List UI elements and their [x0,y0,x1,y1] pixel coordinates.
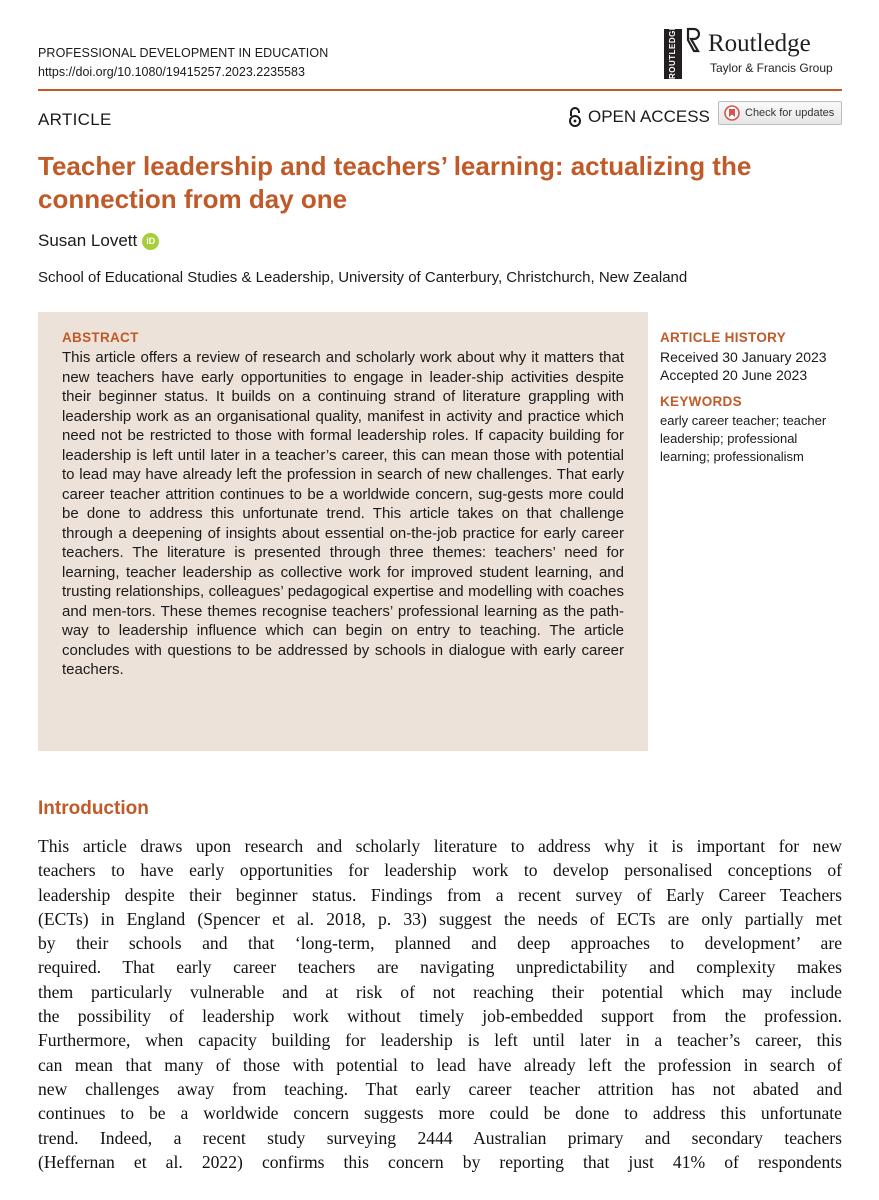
routledge-mark: ROUTLEDGE [664,29,682,79]
intro-line: the possibility of leadership work without timely job-embedded support from the profession. [38,1006,842,1027]
crossmark-icon [724,105,740,121]
doi-link[interactable]: https://doi.org/10.1080/19415257.2023.2235583 [38,65,305,79]
abstract-label: ABSTRACT [62,330,139,345]
header-rule [38,89,842,91]
intro-line: (Heffernan et al. 2022) confirms this concern by reporting that just 41% of respondents [38,1151,842,1172]
introduction-heading: Introduction [38,798,149,819]
author [38,231,159,251]
publisher-name: Routledge [708,30,811,57]
affiliation: School of Educational Studies & Leadership, University of Canterbury, Christchurch, New Zealand [38,269,688,286]
intro-line: required. That early career teachers are navigating unpredictability and complexity makes [38,957,842,978]
publisher-logo [664,24,844,79]
intro-line: trend. Indeed, a recent study surveying 2444 Australian primary and secondary teachers [38,1127,842,1148]
intro-line: This article draws upon research and scholarly literature to address why it is important for new [38,836,842,856]
received-date: Received 30 January 2023 [660,349,827,365]
keywords-text: early career teacher; teacher leadership; professional learning; professionalism [660,413,827,464]
intro-line: continues to be a worldwide concern suggests more could be done to address this unfortunate [38,1103,842,1124]
author-name[interactable]: Susan Lovett [38,231,138,250]
abstract-text: This article offers a review of research and scholarly work about why it matters that new teachers have early opportunities to engage in leader-ship activities despite their beginner status. It builds on a continuing strand of literature grappling with leadership work as an organisational quality, manifest in activity and practice which need not be restricted to those with formal leadership roles. If capacity building for leadership is left until later in a teacher’s career, this can mean those with potential to lead may have already left the profession in search of new challenges. That early career teacher attrition continues to be a worldwide concern, sug-gests more could be done to address this unfortunate trend. This article takes on that challenge through a deepening of insights about essential on-the-job practice for early career teachers. The literature is presented through three themes: teachers’ need for learning, teacher leadership as collective work for improved student learning, and trusting relationships, colleagues’ pedagogical expertise and modelling with coaches and men-tors. These themes recognise teachers’ professional learning as the path-way to leadership influence which can begin on entry to teaching. The article concludes with questions to be addressed by schools in dialogue with early career teachers. [62,349,624,678]
article-sidebar [660,330,850,466]
journal-name: PROFESSIONAL DEVELOPMENT IN EDUCATION [38,46,329,60]
check-for-updates-button[interactable] [718,101,842,125]
article-type: ARTICLE [38,110,112,129]
open-access-badge [568,107,710,127]
keywords-label: KEYWORDS [660,394,742,409]
intro-line: by their schools and that ‘long-term, planned and deep approaches to development’ are [38,933,842,954]
intro-line: new challenges away from teaching. That early career teacher attrition has not abated and [38,1078,842,1099]
open-lock-icon [568,107,582,127]
publisher-group: Taylor & Francis Group [710,61,833,75]
orcid-icon[interactable]: iD [142,233,159,250]
article-title: Teacher leadership and teachers’ learning: actualizing the connection from day one [38,151,752,214]
intro-line: Furthermore, when capacity building for leadership is left until later in a teacher’s career, this [38,1030,842,1051]
intro-line: teachers to have early opportunities for leadership work to develop personalised conceptions of [38,860,842,881]
intro-line: them particularly vulnerable and at risk of not reaching their potential which may include [38,981,842,1002]
introduction-body [38,834,842,1174]
accepted-date: Accepted 20 June 2023 [660,367,808,383]
open-access-label: OPEN ACCESS [588,107,710,126]
intro-line: (ECTs) in England (Spencer et al. 2018, p. 33) suggest the needs of ECTs are only partially met [38,908,842,929]
routledge-r-icon [686,27,700,53]
intro-line: can mean that many of those with potential to lead have already left the profession in search of [38,1054,842,1075]
abstract-box [38,312,648,751]
article-history-label: ARTICLE HISTORY [660,330,787,345]
check-for-updates-label: Check for updates [745,107,835,119]
intro-line: leadership despite their beginner status. Findings from a recent survey of Early Career Teachers [38,884,842,905]
